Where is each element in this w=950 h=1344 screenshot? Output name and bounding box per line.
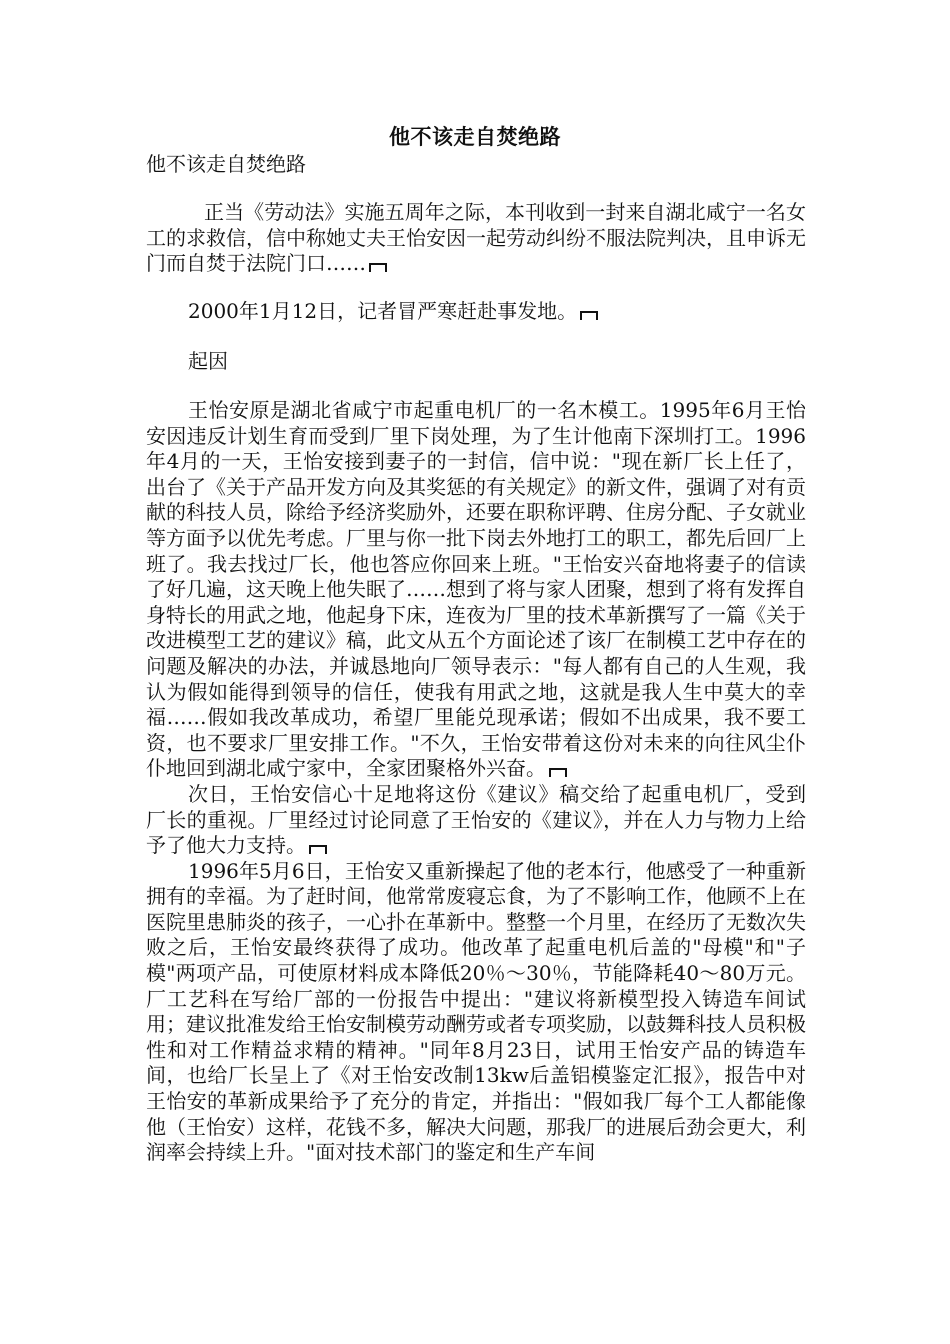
section-heading: 起因 [188,349,228,373]
body-paragraph [146,398,806,782]
date-paragraph [146,299,806,325]
paragraph-mark-icon [580,311,598,320]
intro-text: 正当《劳动法》实施五周年之际，本刊收到一封来自湖北咸宁一名女工的求救信，信中称她丈夫王怡安因一起劳动纠纷不服法院判决，且申诉无门而自焚于法院门口…… [146,200,806,276]
body-paragraph [146,782,806,859]
intro-paragraph [146,200,806,277]
body-paragraph-text: 王怡安原是湖北省咸宁市起重电机厂的一名木模工。1995年6月王怡安因违反计划生育而受到厂里下岗处理，为了生计他南下深圳打工。1996年4月的一天，王怡安接到妻子的一封信，信中说："现在新厂长上任了，出台了《关于产品开发方向及其奖惩的有关规定》的新文件，强调了对有贡献的科技人员，除给予经济奖励外，还要在职称评聘、住房分配、子女就业等方面予以优先考虑。厂里与你一批下岗去外地打工的职工，都先后回厂上班了。我去找过厂长，他也答应你回来上班。"王怡安兴奋地将妻子的信读了好几遍，这天晚上他失眠了……想到了将与家人团聚，想到了将有发挥自身特长的用武之地，他起身下床，连夜为厂里的技术革新撰写了一篇《关于改进模型工艺的建议》稿，此文从五个方面论述了该厂在制模工艺中存在的问题及解决的办法，并诚恳地向厂领导表示："每人都有自己的人生观，我认为假如能得到领导的信任，使我有用武之地，这就是我人生中莫大的幸福……假如我改革成功，希望厂里能兑现承诺；假如不出成果，我不要工资，也不要求厂里安排工作。"不久，王怡安带着这份对未来的向往风尘仆仆地回到湖北咸宁家中，全家团聚格外兴奋。 [146,398,806,781]
body-paragraph-text: 1996年5月6日，王怡安又重新操起了他的老本行，他感受了一种重新拥有的幸福。为了赶时间，他常常废寝忘食，为了不影响工作，他顾不上在医院里患肺炎的孩子，一心扑在革新中。整整一个月里，在经历了无数次失败之后，王怡安最终获得了成功。他改革了起重电机后盖的"母模"和"子模"两项产品，可使原材料成本降低20％～30％，节能降耗40～80万元。厂工艺科在写给厂部的一份报告中提出："建议将新模型投入铸造车间试用；建议批准发给王怡安制模劳动酬劳或者专项奖励，以鼓舞科技人员积极性和对工作精益求精的精神。"同年8月23日，试用王怡安产品的铸造车间，也给厂长呈上了《对王怡安改制13kw后盖铝模鉴定汇报》，报告中对王怡安的革新成果给予了充分的肯定，并指出："假如我厂每个工人都能像他（王怡安）这样，花钱不多，解决大问题，那我厂的进展后劲会更大，利润率会持续上升。"面对技术部门的鉴定和生产车间 [146,858,806,1165]
body-paragraph-text: 次日，王怡安信心十足地将这份《建议》稿交给了起重电机厂，受到厂长的重视。厂里经过讨论同意了王怡安的《建议》，并在人力与物力上给予了他大力支持。 [146,781,806,858]
body-text [146,398,806,1166]
body-paragraph [146,859,806,1166]
document-subtitle: 他不该走自焚绝路 [146,152,306,176]
paragraph-mark-icon [369,263,387,272]
date-text: 2000年1月12日，记者冒严寒赶赴事发地。 [188,299,578,323]
paragraph-mark-icon [309,845,327,854]
document-title: 他不该走自焚绝路 [389,124,561,149]
paragraph-mark-icon [549,768,567,777]
